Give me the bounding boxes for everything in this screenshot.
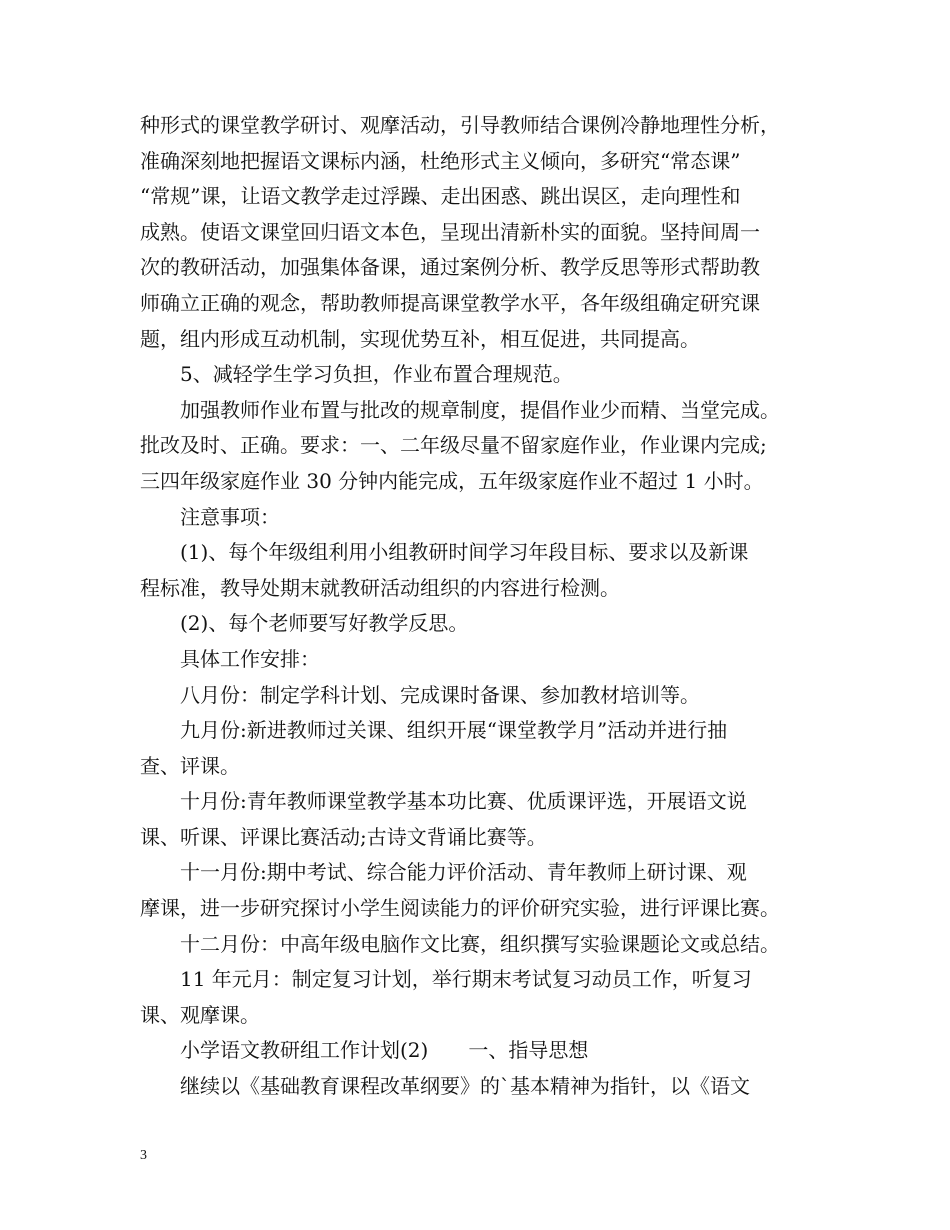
document-body xyxy=(140,108,830,1105)
text-line: 小学语文教研组工作计划(2) 一、指导思想 xyxy=(180,1038,589,1063)
text-line: 注意事项： xyxy=(180,504,280,529)
text-line: 课、听课、评课比赛活动;古诗文背诵比赛等。 xyxy=(140,824,547,849)
text-line: 三四年级家庭作业 30 分钟内能完成，五年级家庭作业不超过 1 小时。 xyxy=(140,468,764,493)
text-line: (1)、每个年级组利用小组教研时间学习年段目标、要求以及新课 xyxy=(180,540,749,565)
text-line: 次的教研活动，加强集体备课，通过案例分析、教学反思等形式帮助教 xyxy=(140,255,760,280)
text-line: 准确深刻地把握语文课标内涵，杜绝形式主义倾向，多研究“常态课” xyxy=(140,148,741,173)
text-line: 成熟。使语文课堂回归语文本色，呈现出清新朴实的面貌。坚持间周一 xyxy=(140,219,760,244)
text-line: 查、评课。 xyxy=(140,753,240,778)
text-line: 课、观摩课。 xyxy=(140,1002,260,1027)
text-line: 摩课，进一步研究探讨小学生阅读能力的评价研究实验，进行评课比赛。 xyxy=(140,896,780,921)
text-line: 十月份:青年教师课堂教学基本功比赛、优质课评选，开展语文说 xyxy=(180,789,747,814)
text-line: 师确立正确的观念，帮助教师提高课堂教学水平，各年级组确定研究课 xyxy=(140,290,760,315)
text-line: 九月份:新进教师过关课、组织开展“课堂教学月”活动并进行抽 xyxy=(180,718,728,743)
text-line: 题，组内形成互动机制，实现优势互补，相互促进，共同提高。 xyxy=(140,326,700,351)
text-line: 十一月份:期中考试、综合能力评价活动、青年教师上研讨课、观 xyxy=(180,860,747,885)
text-line: “常规”课，让语文教学走过浮躁、走出困惑、跳出误区，走向理性和 xyxy=(140,184,741,209)
text-line: 加强教师作业布置与批改的规章制度，提倡作业少而精、当堂完成。 xyxy=(180,397,780,422)
page-number: 3 xyxy=(140,1148,147,1163)
text-line: 八月份：制定学科计划、完成课时备课、参加教材培训等。 xyxy=(180,682,700,707)
text-line: 5、减轻学生学习负担，作业布置合理规范。 xyxy=(180,362,573,387)
text-line: 十二月份：中高年级电脑作文比赛，组织撰写实验课题论文或总结。 xyxy=(180,931,780,956)
text-line: 程标准，教导处期末就教研活动组织的内容进行检测。 xyxy=(140,575,620,600)
text-line: 11 年元月：制定复习计划，举行期末考试复习动员工作，听复习 xyxy=(180,967,752,992)
text-line: 批改及时、正确。要求：一、二年级尽量不留家庭作业，作业课内完成; xyxy=(140,433,767,458)
text-line: 种形式的课堂教学研讨、观摩活动，引导教师结合课例冷静地理性分析， xyxy=(140,113,780,137)
text-line: 继续以《基础教育课程改革纲要》的`基本精神为指针，以《语文 xyxy=(180,1074,750,1099)
text-line: (2)、每个老师要写好教学反思。 xyxy=(180,611,469,636)
text-line: 具体工作安排： xyxy=(180,646,320,671)
